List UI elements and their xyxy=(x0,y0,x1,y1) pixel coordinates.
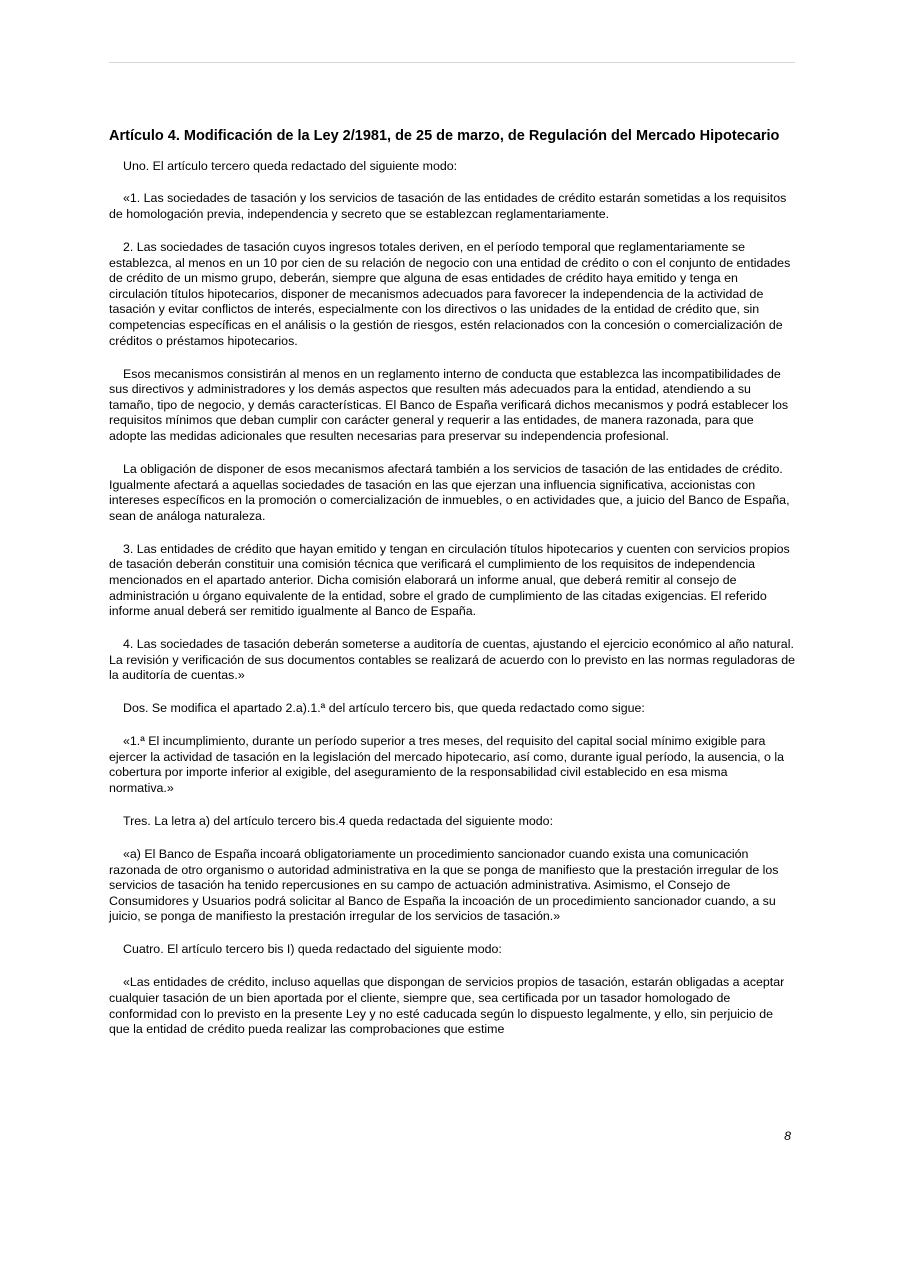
page-number: 8 xyxy=(784,1129,791,1143)
paragraph-4: Esos mecanismos consistirán al menos en un reglamento interno de conducta que establezca las incompatibilidades de sus directivos y administradores y los demás aspectos que resulten más adecuados para la entidad, atendiendo a su tamaño, tipo de negocio, y demás características. El Banco de España verificará dichos mecanismos y podrá establecer los requisitos mínimos que deban cumplir con carácter general y requerir a las entidades, de manera razonada, para que adopte las medidas adicionales que resulten necesarias para preservar su independencia profesional. xyxy=(109,366,789,443)
paragraph-5: La obligación de disponer de esos mecanismos afectará también a los servicios de tasación de las entidades de crédito. Igualmente afectará a aquellas sociedades de tasación en las que ejerzan una influencia significativa, accionistas con intereses específicos en la promoción o comercialización de inmuebles, o en actividades que, a juicio del Banco de España, sean de análoga naturaleza. xyxy=(109,461,790,523)
paragraph-11: «a) El Banco de España incoará obligatoriamente un procedimiento sancionador cuando exista una comunicación razonada de otro organismo o autoridad administrativa en la que se ponga de manifiesto que la prestación irregular de los servicios de tasación ha tenido repercusiones en su campo de actuación administrativa. Asimismo, el Consejo de Consumidores y Usuarios podrá solicitar al Banco de España la incoación de un procedimiento sancionador cuando, a su juicio, se ponga de manifiesto la prestación irregular de los servicios de tasación.» xyxy=(109,847,779,924)
paragraph-2: «1. Las sociedades de tasación y los servicios de tasación de las entidades de crédito estarán sometidas a los requisitos de homologación previa, independencia y secreto que se establezcan reglamentariamente. xyxy=(109,191,787,222)
paragraph-8: Dos. Se modifica el apartado 2.a).1.ª del artículo tercero bis, que queda redactado como sigue: xyxy=(123,701,645,716)
paragraph-9: «1.ª El incumplimiento, durante un período superior a tres meses, del requisito del capital social mínimo exigible para ejercer la actividad de tasación en la legislación del mercado hipotecario, así como, durante igual período, la ausencia, o la cobertura por importe inferior al exigible, del aseguramiento de la responsabilidad civil establecido en esa misma normativa.» xyxy=(109,734,785,796)
header-rule xyxy=(109,62,795,63)
paragraph-10: Tres. La letra a) del artículo tercero bis.4 queda redactada del siguiente modo: xyxy=(123,814,554,829)
paragraph-1: Uno. El artículo tercero queda redactado del siguiente modo: xyxy=(123,158,458,173)
paragraph-3: 2. Las sociedades de tasación cuyos ingresos totales deriven, en el período temporal que reglamentariamente se establezca, al menos en un 10 por cien de su relación de negocio con una entidad de crédito o con el conjunto de entidades de crédito de un mismo grupo, deberán, siempre que alguna de esas entidades de crédito haya emitido y tenga en circulación títulos hipotecarios, disponer de mecanismos adecuados para favorecer la independencia de la actividad de tasación y evitar conflictos de interés, especialmente con los directivos o las unidades de la entidad de crédito que, sin competencias específicas en el análisis o la gestión de riesgos, estén relacionados con la concesión o comercialización de créditos o préstamos hipotecarios. xyxy=(109,240,791,348)
paragraph-7: 4. Las sociedades de tasación deberán someterse a auditoría de cuentas, ajustando el ejercicio económico al año natural. La revisión y verificación de sus documentos contables se realizará de acuerdo con lo previsto en las normas reguladoras de la auditoría de cuentas.» xyxy=(109,637,795,683)
paragraph-13: «Las entidades de crédito, incluso aquellas que dispongan de servicios propios de tasación, estarán obligadas a aceptar cualquier tasación de un bien aportada por el cliente, siempre que, sea certificada por un tasador homologado de conformidad con lo previsto en la presente Ley y no esté caducada según lo dispuesto legalmente, y ello, sin perjuicio de que la entidad de crédito pueda realizar las comprobaciones que estime xyxy=(109,975,785,1037)
paragraph-6: 3. Las entidades de crédito que hayan emitido y tengan en circulación títulos hipotecarios y cuenten con servicios propios de tasación deberán constituir una comisión técnica que verificará el cumplimiento de los requisitos de independencia mencionados en el apartado anterior. Dicha comisión elaborará un informe anual, que deberá remitir al consejo de administración u órgano equivalente de la entidad, sobre el grado de cumplimiento de las citadas exigencias. El referido informe anual deberá ser remitido igualmente al Banco de España. xyxy=(109,541,790,619)
document-body xyxy=(109,128,795,1055)
paragraph-12: Cuatro. El artículo tercero bis I) queda redactado del siguiente modo: xyxy=(123,942,502,957)
article-heading: Artículo 4. Modificación de la Ley 2/1981, de 25 de marzo, de Regulación del Mercado Hipotecario xyxy=(109,128,780,144)
